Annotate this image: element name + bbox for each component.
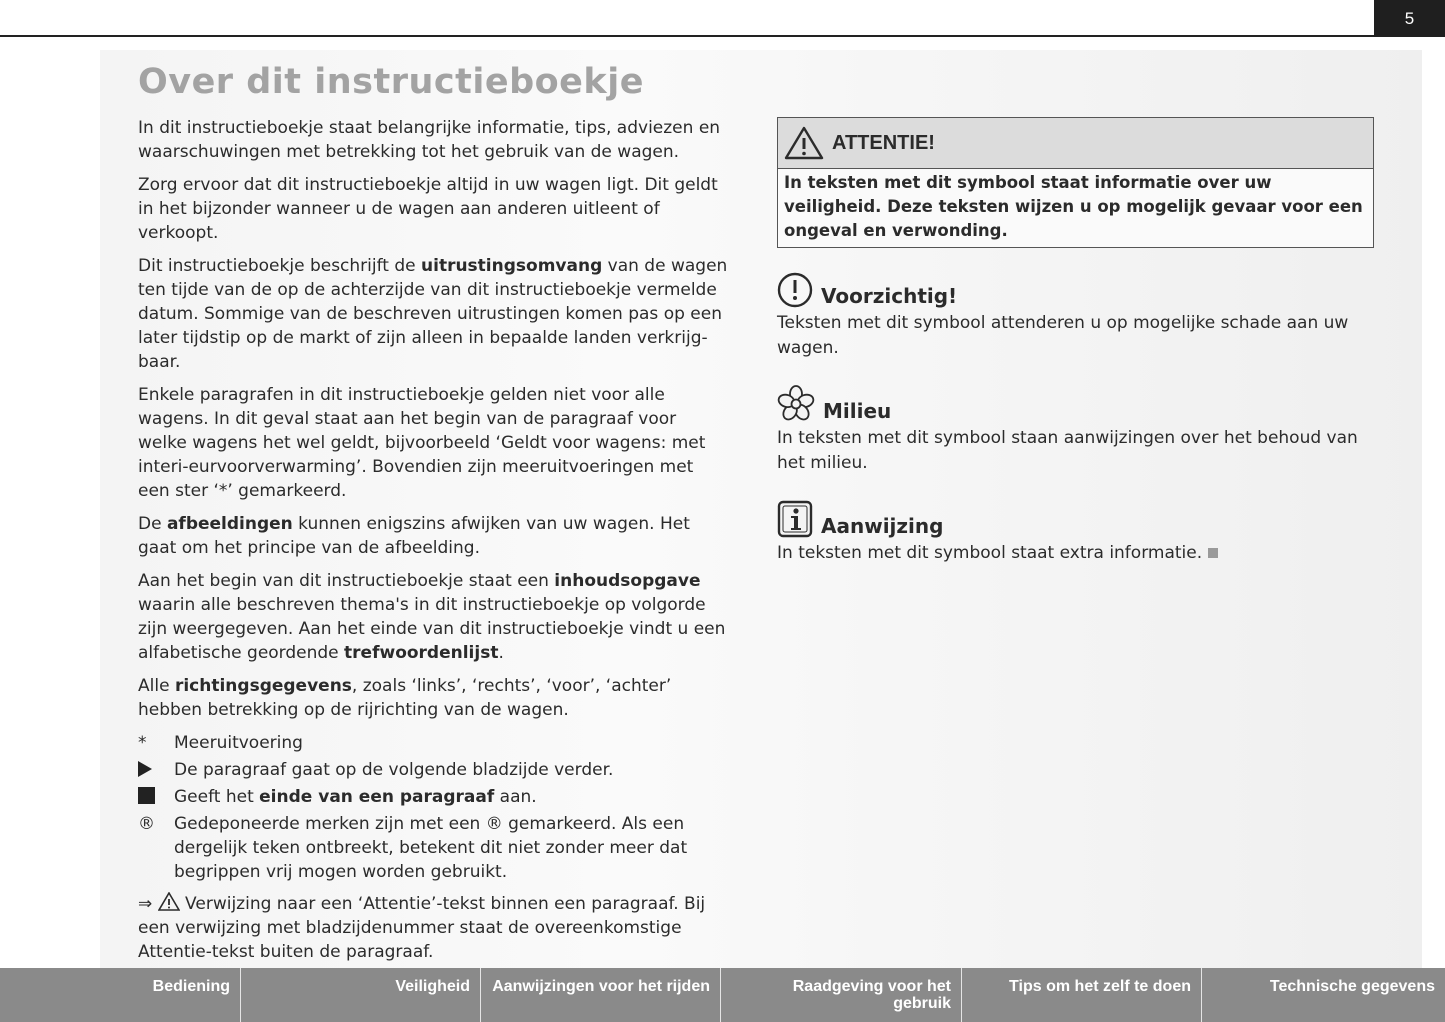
attention-title: ATTENTIE!	[832, 131, 935, 154]
tab-bediening[interactable]: Bediening	[0, 968, 241, 1022]
caution-text: Teksten met dit symbool attenderen u op mogelijke schade aan uw wagen.	[777, 313, 1349, 358]
contents-paragraph: Aan het begin van dit instructieboekje staat een inhoudsopgave waarin alle beschreven thema's in dit instructieboekje op volgorde zijn weergegeven. Aan het einde van dit instructieboekje vindt u een alfabetische geordende trefwoordenlijst.	[138, 571, 726, 663]
warning-triangle-icon	[158, 892, 180, 911]
end-square-icon	[138, 785, 174, 809]
continue-arrow-icon	[138, 758, 174, 782]
right-column	[777, 117, 1374, 566]
directions-paragraph: Alle richtingsgegevens, zoals ‘links’, ‘rechts’, ‘voor’, ‘achter’ hebben betrekking op de rijrichting van de wagen.	[138, 676, 672, 720]
caution-exclamation-icon	[777, 272, 813, 308]
symbol-legend	[138, 731, 730, 884]
environment-flower-icon	[777, 385, 815, 423]
applicability-paragraph: Enkele paragrafen in dit instructieboekje gelden niet voor alle wagens. In dit geval staat aan het begin van de paragraaf voor welke wagens het wel geldt, bijvoorbeeld ‘Geldt voor wagens: met interi-eurvoorverwarming’. Bovendien zijn meeruitvoeringen met een ster ‘*’ gemarkeerd.	[138, 385, 706, 501]
caution-title: Voorzichtig!	[821, 284, 958, 308]
equipment-paragraph: Dit instructieboekje beschrijft de uitrustingsomvang van de wagen ten tijde van de op de achterzijde van dit instructieboekje vermelde datum. Sommige van de beschreven uitrustingen komen pas op een later tijdstip op de markt of zijn alleen in bepaalde landen verkrijg-baar.	[138, 256, 728, 372]
attention-box	[777, 117, 1374, 248]
tab-raadgeving-gebruik[interactable]: Raadgeving voor het gebruik	[721, 968, 962, 1022]
chapter-navigation	[0, 968, 1445, 1022]
environment-text: In teksten met dit symbool staan aanwijzingen over het behoud van het milieu.	[777, 428, 1358, 473]
page-number: 5	[1374, 0, 1445, 37]
registered-symbol: ®	[138, 814, 155, 834]
star-symbol: *	[138, 733, 147, 753]
keep-in-car-paragraph: Zorg ervoor dat dit instructieboekje altijd in uw wagen ligt. Dit geldt in het bijzonder wanneer u de wagen aan anderen uitleent of verkoopt.	[138, 175, 718, 243]
end-of-section-icon	[1208, 548, 1218, 558]
page-title: Over dit instructieboekje	[138, 62, 644, 102]
legend-row-continue: De paragraaf gaat op de volgende bladzijde verder.	[138, 758, 730, 782]
info-title: Aanwijzing	[821, 514, 944, 538]
legend-row-star: * Meeruitvoering	[138, 733, 303, 753]
tab-technische-gegevens[interactable]: Technische gegevens	[1269, 978, 1435, 995]
reference-arrow: ⇒	[138, 894, 153, 914]
warning-triangle-icon	[784, 126, 824, 160]
header-rule	[0, 35, 1445, 37]
legend-row-end: Geeft het einde van een paragraaf aan.	[138, 785, 730, 809]
reference-note: ⇒ Verwijzing naar een ‘Attentie’-tekst binnen een paragraaf. Bij een verwijzing met bladzijdenummer staat de overeenkomstige Attentie-tekst buiten de paragraaf.	[138, 894, 706, 962]
attention-text: In teksten met dit symbool staat informatie over uw veiligheid. Deze teksten wijzen u op mogelijk gevaar voor een ongeval en verwonding.	[784, 173, 1363, 240]
environment-note	[777, 385, 1374, 476]
info-text: In teksten met dit symbool staat extra informatie.	[777, 543, 1203, 563]
caution-note	[777, 272, 1374, 361]
tab-veiligheid[interactable]: Veiligheid	[241, 968, 481, 1022]
legend-row-registered: ® Gedeponeerde merken zijn met een ® gemarkeerd. Als een dergelijk teken ontbreekt, betekent dit niet zonder meer dat begrippen vrij mogen worden gebruikt.	[138, 814, 688, 882]
tab-tips-zelf-doen[interactable]: Tips om het zelf te doen	[962, 968, 1202, 1022]
tab-aanwijzingen-rijden[interactable]: Aanwijzingen voor het rijden	[481, 968, 721, 1022]
info-note	[777, 500, 1374, 566]
attention-header	[778, 118, 1373, 169]
left-column	[138, 116, 730, 964]
info-text-line	[777, 541, 1374, 566]
environment-title: Milieu	[823, 399, 892, 423]
images-paragraph: De afbeeldingen kunnen enigszins afwijken van uw wagen. Het gaat om het principe van de afbeelding.	[138, 514, 690, 558]
info-icon	[777, 500, 813, 538]
intro-paragraph: In dit instructieboekje staat belangrijke informatie, tips, adviezen en waarschuwingen met betrekking tot het gebruik van de wagen.	[138, 118, 721, 162]
